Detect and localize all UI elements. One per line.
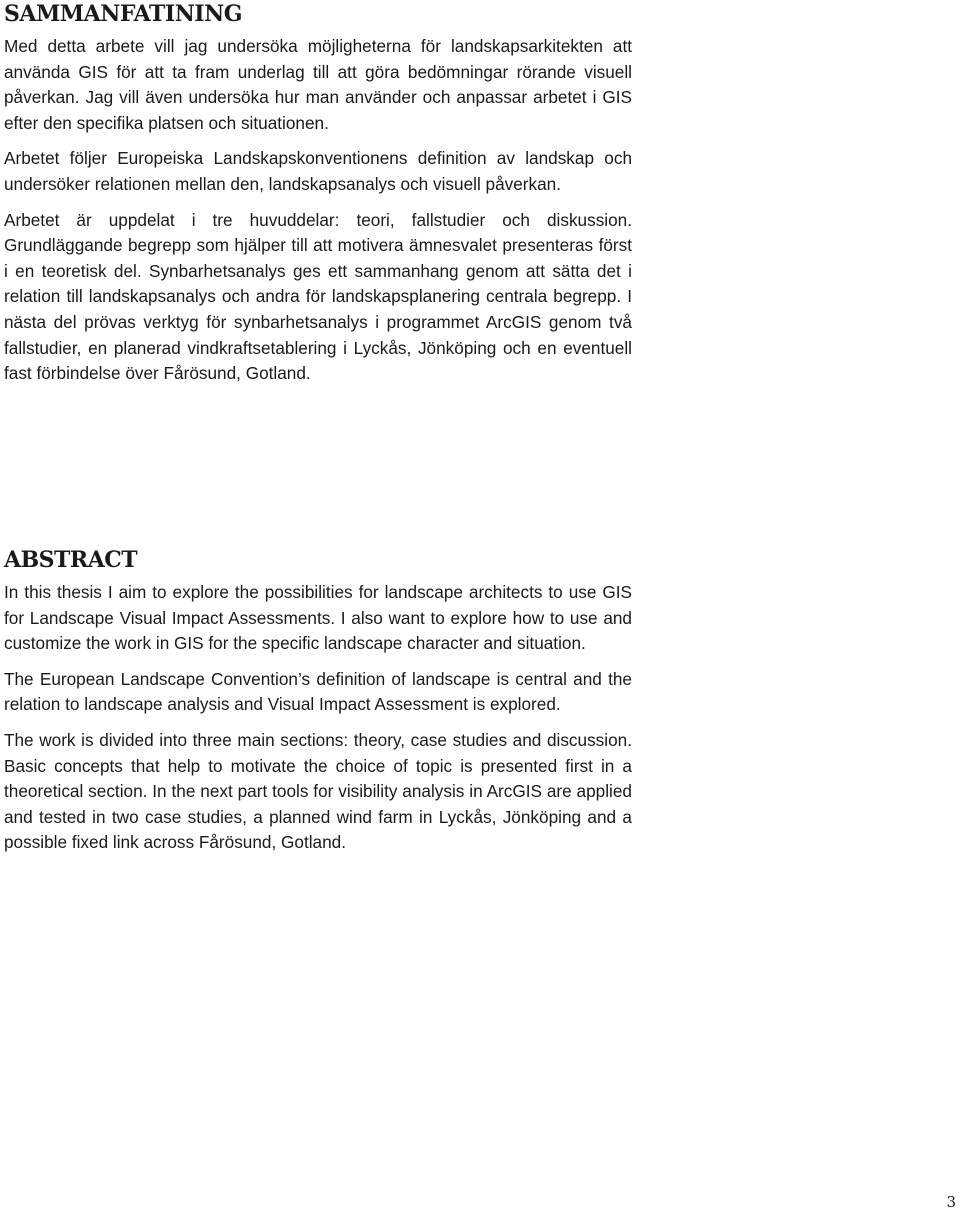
page-number: 3 — [946, 1193, 956, 1211]
swedish-paragraph-1: Med detta arbete vill jag undersöka möjligheterna för landskapsarkitekten att använda GIS för att ta fram underlag till att göra bedömningar rörande visuell påverkan. Jag vill även undersöka hur man använder och anpassar arbetet i GIS efter den specifika platsen och situationen. — [4, 36, 632, 133]
swedish-paragraph-2: Arbetet följer Europeiska Landskapskonventionens definition av landskap och undersöker relationen mellan den, landskapsanalys och visuell påverkan. — [4, 148, 632, 194]
english-paragraph-2: The European Landscape Convention’s definition of landscape is central and the relation to landscape analysis and Visual Impact Assessment is explored. — [4, 668, 632, 715]
english-abstract-heading: ABSTRACT — [4, 547, 138, 573]
english-paragraph-1: In this thesis I aim to explore the possibilities for landscape architects to use GIS for Landscape Visual Impact Assessments. I also want to explore how to use and customize the work in GIS for the specific landscape character and situation. — [4, 582, 632, 654]
swedish-summary-section — [4, 0, 632, 397]
swedish-summary-heading: SAMMANFATINING — [4, 1, 242, 27]
english-paragraph-3: The work is divided into three main sections: theory, case studies and discussion. Basic concepts that help to motivate the choice of topic is presented first in a theoretical section. In the next part tools for visibility analysis in ArcGIS are applied and tested in two case studies, a planned wind farm in Lyckås, Jönköping and a possible fixed link across Fårösund, Gotland. — [4, 729, 632, 853]
swedish-paragraph-3: Arbetet är uppdelat i tre huvuddelar: teori, fallstudier och diskussion. Grundläggande begrepp som hjälper till att motivera ämnesvalet presenteras först i en teoretisk del. Synbarhetsanalys ges ett sammanhang genom att sätta det i relation till landskapsanalys och andra för landskapsplanering centrala begrepp. I nästa del prövas verktyg för synbarhetsanalys i programmet ArcGIS genom två fallstudier, en planerad vindkraftsetablering i Lyckås, Jönköping och en eventuell fast förbindelse över Fårösund, Gotland. — [4, 209, 632, 384]
english-abstract-section — [4, 546, 632, 866]
